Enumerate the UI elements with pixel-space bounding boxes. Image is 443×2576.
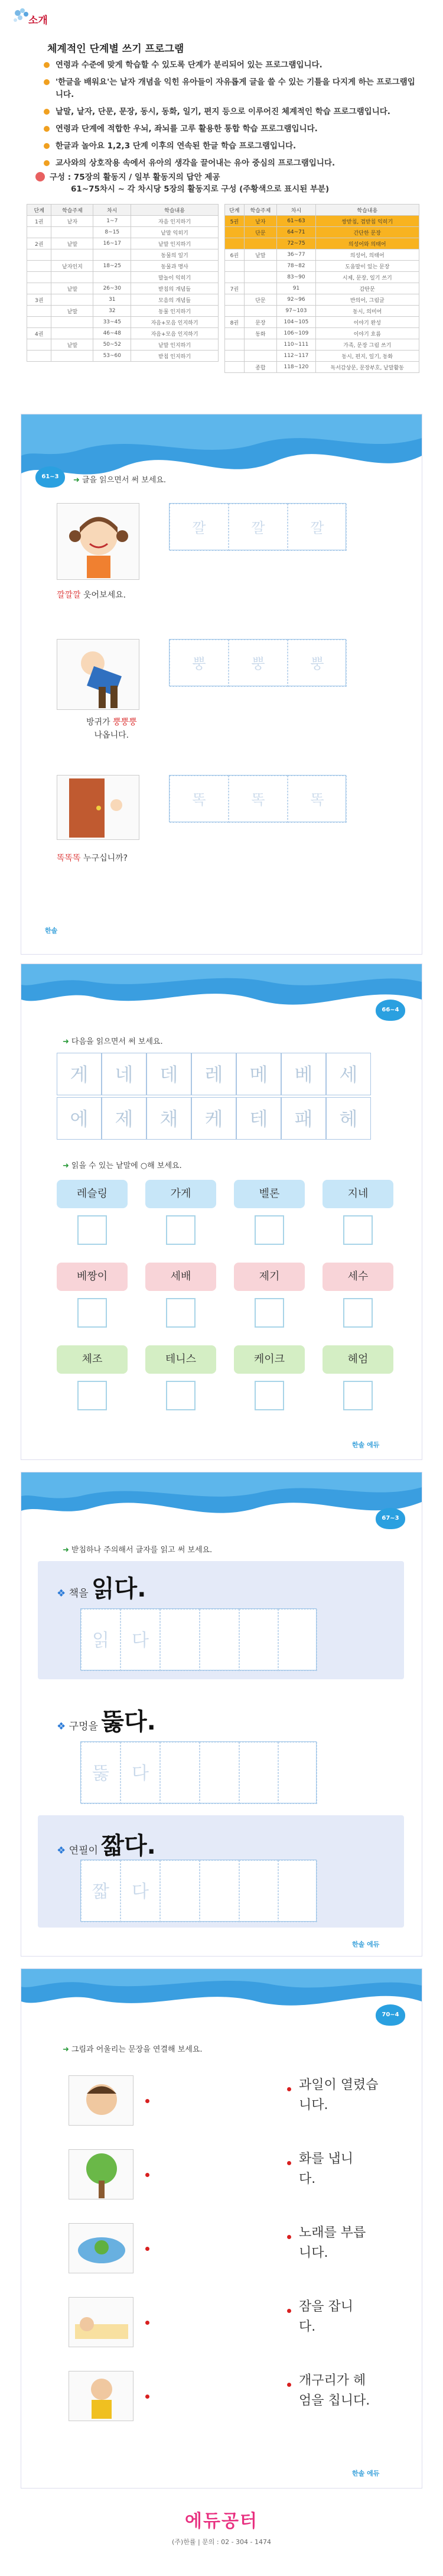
table-cell: 16~17 bbox=[93, 238, 131, 249]
page-badge: 67~3 bbox=[376, 1508, 405, 1529]
table-cell: 낱말 인지하기 bbox=[131, 238, 219, 249]
answer-sentence: 화를 냅니다. bbox=[299, 2152, 354, 2186]
table-row bbox=[27, 227, 219, 238]
word-option[interactable]: 벨론 bbox=[234, 1180, 305, 1208]
table-cell: 낱말 bbox=[51, 283, 93, 294]
table-cell: 자음 인지하기 bbox=[131, 216, 219, 227]
table-cell: 낱자 bbox=[244, 216, 277, 227]
answer-box[interactable] bbox=[166, 1298, 196, 1328]
syllable-cell[interactable]: 케 bbox=[191, 1097, 236, 1140]
table-cell bbox=[93, 272, 131, 283]
table-cell: 46~48 bbox=[93, 328, 131, 339]
table-cell bbox=[225, 351, 245, 362]
table-cell: 4권 bbox=[27, 328, 51, 339]
table-cell: 받침의 개념들 bbox=[131, 283, 219, 294]
word-option[interactable]: 레슬링 bbox=[57, 1180, 128, 1208]
table-cell: 낱말 bbox=[51, 238, 93, 249]
table-cell bbox=[225, 294, 245, 306]
table-cell: 91 bbox=[277, 283, 315, 294]
table-cell: 32 bbox=[93, 306, 131, 317]
table-row bbox=[27, 328, 219, 339]
table-header-cell: 학습주제 bbox=[51, 205, 93, 216]
sentence-3: ❖ 연필이 짧다. bbox=[57, 1832, 156, 1860]
table-row bbox=[27, 317, 219, 328]
worksheet-page-3 bbox=[21, 1472, 422, 1957]
girl-laughing-illustration bbox=[57, 503, 139, 580]
table-row bbox=[225, 294, 419, 306]
syllable-cell[interactable]: 레 bbox=[191, 1053, 236, 1095]
table-cell: 반의어, 그림글 bbox=[315, 294, 419, 306]
table-cell bbox=[244, 238, 277, 249]
table-cell bbox=[225, 261, 245, 272]
table-cell: 동시, 편지, 일기, 동화 bbox=[315, 351, 419, 362]
table-cell: 7권 bbox=[225, 283, 245, 294]
word-option[interactable]: 베짱이 bbox=[57, 1263, 128, 1291]
table-cell: 72~75 bbox=[277, 238, 315, 249]
footer-logo: 한솔 bbox=[45, 927, 58, 935]
table-cell bbox=[51, 227, 93, 238]
table-cell bbox=[51, 351, 93, 362]
table-cell bbox=[51, 328, 93, 339]
table-row bbox=[225, 328, 419, 339]
writing-grid-1[interactable]: 깔 깔 깔 bbox=[169, 503, 346, 550]
arrow-icon: ➜ bbox=[63, 1037, 69, 1046]
table-cell: 의성어, 의태어 bbox=[315, 249, 419, 261]
table-cell bbox=[27, 283, 51, 294]
table-row bbox=[27, 306, 219, 317]
syllable-cell[interactable]: 데 bbox=[146, 1053, 191, 1095]
table-header-cell: 단계 bbox=[27, 205, 51, 216]
syllable-cell[interactable]: 네 bbox=[102, 1053, 146, 1095]
intro-bullet: 한글과 놀아요 1,2,3 단계 이후의 연속된 한글 학습 프로그램입니다. bbox=[43, 140, 421, 153]
table-row bbox=[225, 238, 419, 249]
syllable-cell[interactable]: 메 bbox=[236, 1053, 281, 1095]
table-header-cell: 차시 bbox=[277, 205, 315, 216]
arrow-icon: ➜ bbox=[63, 1546, 69, 1555]
table-cell: 낱자 bbox=[51, 216, 93, 227]
writing-grid-3[interactable]: 똑 똑 똑 bbox=[169, 775, 346, 822]
compose-line-1: 구성 : 75장의 활동지 / 일부 활동지의 답안 제공 bbox=[50, 173, 220, 182]
table-cell: 도움말이 있는 문장 bbox=[315, 261, 419, 272]
table-cell: 의성어와 의태어 bbox=[315, 238, 419, 249]
table-cell: 5권 bbox=[225, 216, 245, 227]
table-row bbox=[27, 294, 219, 306]
table-row bbox=[225, 362, 419, 373]
answer-sentence: 개구리가 헤엄을 칩니다. bbox=[299, 2373, 370, 2408]
table-cell bbox=[93, 249, 131, 261]
table-cell: 낱말 인지하기 bbox=[131, 339, 219, 351]
match-dot[interactable] bbox=[145, 2321, 149, 2325]
table-row bbox=[27, 238, 219, 249]
answer-box[interactable] bbox=[255, 1298, 284, 1328]
table-cell bbox=[27, 272, 51, 283]
page-badge: 61~3 bbox=[35, 466, 65, 488]
table-cell: 낱말 익히기 bbox=[131, 227, 219, 238]
table-cell bbox=[225, 238, 245, 249]
table-cell bbox=[225, 227, 245, 238]
answer-box[interactable] bbox=[255, 1381, 284, 1410]
match-dot[interactable] bbox=[287, 2235, 291, 2239]
table-cell: 동물 인지하기 bbox=[131, 306, 219, 317]
table-cell: 8권 bbox=[225, 317, 245, 328]
curriculum-table-right bbox=[224, 204, 419, 373]
table-cell: 낱말 bbox=[51, 306, 93, 317]
match-dot[interactable] bbox=[287, 2383, 291, 2387]
table-cell bbox=[225, 306, 245, 317]
table-row bbox=[225, 227, 419, 238]
table-cell: 36~77 bbox=[277, 249, 315, 261]
table-cell: 시제, 문장, 일기 쓰기 bbox=[315, 272, 419, 283]
fruit-tree-illustration bbox=[69, 2149, 133, 2199]
writing-grid-2[interactable]: 뿡 뿡 뿡 bbox=[169, 639, 346, 686]
footer-logo: 한솔 에듀 bbox=[352, 1941, 380, 1948]
table-cell: 단문 bbox=[244, 294, 277, 306]
brand-contact: (주)한률 | 문의 : 02 - 304 - 1474 bbox=[171, 2538, 272, 2546]
table-cell: 118~120 bbox=[277, 362, 315, 373]
wave-header bbox=[21, 964, 422, 1029]
table-cell: 3권 bbox=[27, 294, 51, 306]
syllable-cell[interactable]: 베 bbox=[281, 1053, 326, 1095]
frog-swimming-illustration bbox=[69, 2223, 133, 2273]
table-header-row bbox=[27, 205, 219, 216]
word-option[interactable]: 지네 bbox=[323, 1180, 393, 1208]
table-row bbox=[225, 216, 419, 227]
table-cell: 낱말 bbox=[244, 249, 277, 261]
syllable-cell[interactable]: 세 bbox=[326, 1053, 371, 1095]
table-cell: 110~111 bbox=[277, 339, 315, 351]
info-icon bbox=[35, 172, 45, 181]
syllable-cell[interactable]: 테 bbox=[236, 1097, 281, 1140]
match-dot[interactable] bbox=[287, 2309, 291, 2313]
table-row bbox=[225, 249, 419, 261]
intro-bullet: 낱말, 낱자, 단문, 문장, 동시, 동화, 일기, 편지 등으로 이루어진 체계적인 학습 프로그램입니다. bbox=[43, 106, 421, 118]
word-option[interactable]: 가게 bbox=[145, 1180, 216, 1208]
table-cell bbox=[225, 362, 245, 373]
table-cell: 64~71 bbox=[277, 227, 315, 238]
wave-header bbox=[21, 1969, 422, 2034]
answer-box[interactable] bbox=[343, 1298, 373, 1328]
instruction-2: ➜ 읽을 수 있는 낱말에 ○해 보세요. bbox=[63, 1162, 182, 1170]
prompt-2: 방귀가 뿡뿡뿡 나옵니다. bbox=[86, 718, 137, 740]
answer-box[interactable] bbox=[166, 1381, 196, 1410]
arrow-icon: ➜ bbox=[63, 1162, 69, 1170]
table-cell: 33~45 bbox=[93, 317, 131, 328]
table-cell: 낱말 bbox=[51, 339, 93, 351]
table-cell: 18~25 bbox=[93, 261, 131, 272]
instruction: ➜ 그림과 어울리는 문장을 연결해 보세요. bbox=[63, 2045, 203, 2054]
table-cell bbox=[244, 283, 277, 294]
match-dot[interactable] bbox=[145, 2395, 149, 2399]
table-cell: 104~105 bbox=[277, 317, 315, 328]
match-dot[interactable] bbox=[287, 2161, 291, 2165]
sentence-1: ❖ 책을 읽다. bbox=[57, 1575, 146, 1602]
table-cell: 31 bbox=[93, 294, 131, 306]
table-cell: 1권 bbox=[27, 216, 51, 227]
table-cell bbox=[51, 272, 93, 283]
table-cell bbox=[27, 306, 51, 317]
table-row bbox=[27, 261, 219, 272]
table-cell: 독서감상문, 문장부호, 낱말활동 bbox=[315, 362, 419, 373]
sentence-2: ❖ 구멍을 뚫다. bbox=[57, 1708, 156, 1735]
door-knock-illustration bbox=[57, 775, 139, 840]
wave-header bbox=[21, 1472, 422, 1537]
intro-bullet: 연령과 수준에 맞게 학습할 수 있도록 단계가 분리되어 있는 프로그램입니다. bbox=[43, 59, 421, 72]
table-cell bbox=[244, 272, 277, 283]
syllable-cell[interactable]: 패 bbox=[281, 1097, 326, 1140]
answer-sentence: 노래를 부릅니다. bbox=[299, 2225, 366, 2260]
table-cell: 문장 bbox=[244, 317, 277, 328]
table-cell: 모음의 개념들 bbox=[131, 294, 219, 306]
table-row bbox=[27, 249, 219, 261]
word-option[interactable]: 테니스 bbox=[145, 1345, 216, 1374]
composition-note bbox=[35, 171, 425, 195]
table-cell: 감탄문 bbox=[315, 283, 419, 294]
table-cell: 2권 bbox=[27, 238, 51, 249]
word-option[interactable]: 헤엄 bbox=[323, 1345, 393, 1374]
table-cell: 단문 bbox=[244, 227, 277, 238]
table-row bbox=[225, 272, 419, 283]
table-header-cell: 학습내용 bbox=[131, 205, 219, 216]
table-row bbox=[225, 339, 419, 351]
table-row bbox=[225, 261, 419, 272]
table-cell bbox=[244, 306, 277, 317]
table-cell: 6권 bbox=[225, 249, 245, 261]
intro-title: 소개 bbox=[28, 15, 48, 27]
table-cell bbox=[27, 317, 51, 328]
answer-box[interactable] bbox=[77, 1298, 107, 1328]
table-header-cell: 학습내용 bbox=[315, 205, 419, 216]
table-cell: 쌍받침, 겹받침 익히기 bbox=[315, 216, 419, 227]
match-dot[interactable] bbox=[145, 2247, 149, 2251]
instruction-1: ➜ 다음을 읽으면서 써 보세요. bbox=[63, 1037, 163, 1046]
table-header-cell: 단계 bbox=[225, 205, 245, 216]
table-cell bbox=[27, 351, 51, 362]
answer-box[interactable] bbox=[343, 1215, 373, 1245]
table-cell: 106~109 bbox=[277, 328, 315, 339]
table-cell: 8~15 bbox=[93, 227, 131, 238]
table-cell: 이야기 완성 bbox=[315, 317, 419, 328]
table-cell: 50~52 bbox=[93, 339, 131, 351]
instruction: ➜ 글을 읽으면서 써 보세요. bbox=[73, 476, 167, 485]
page-badge: 66~4 bbox=[376, 1000, 405, 1021]
intro-bullet: 연령과 단계에 적합한 우뇌, 좌뇌를 고루 활용한 통합 학습 프로그램입니다. bbox=[43, 123, 421, 135]
table-cell: 26~30 bbox=[93, 283, 131, 294]
table-cell bbox=[27, 339, 51, 351]
syllable-row-2 bbox=[57, 1097, 371, 1140]
footer-logo: 한솔 에듀 bbox=[352, 2470, 380, 2477]
table-cell: 종합 bbox=[244, 362, 277, 373]
arrow-icon: ➜ bbox=[73, 476, 80, 485]
table-cell: 83~90 bbox=[277, 272, 315, 283]
word-option[interactable]: 세배 bbox=[145, 1263, 216, 1291]
table-cell bbox=[27, 261, 51, 272]
worksheet-page-1 bbox=[21, 414, 422, 955]
sleeping-child-illustration bbox=[69, 2297, 133, 2347]
table-header-cell: 학습주제 bbox=[244, 205, 277, 216]
writing-grid-1[interactable]: 읽 다 bbox=[80, 1608, 317, 1670]
table-cell bbox=[225, 272, 245, 283]
instruction: ➜ 받침하나 주의해서 글자를 읽고 써 보세요. bbox=[63, 1546, 213, 1555]
answer-box[interactable] bbox=[255, 1215, 284, 1245]
table-cell bbox=[244, 339, 277, 351]
prompt-3: 똑똑똑 누구십니까? bbox=[57, 854, 128, 863]
table-cell: 동물의 일기 bbox=[131, 249, 219, 261]
syllable-cell[interactable]: 제 bbox=[102, 1097, 146, 1140]
table-cell bbox=[27, 227, 51, 238]
syllable-cell[interactable]: 에 bbox=[57, 1097, 102, 1140]
syllable-cell[interactable]: 헤 bbox=[326, 1097, 371, 1140]
table-row bbox=[27, 351, 219, 362]
answer-sentence: 잠을 잡니다. bbox=[299, 2299, 354, 2334]
table-cell: 간단한 문장 bbox=[315, 227, 419, 238]
table-cell bbox=[51, 317, 93, 328]
answer-box[interactable] bbox=[343, 1381, 373, 1410]
answer-sentence: 과일이 열렸습니다. bbox=[299, 2078, 379, 2113]
match-dot[interactable] bbox=[145, 2099, 149, 2103]
table-cell: 낱자인지 bbox=[51, 261, 93, 272]
table-header-cell: 차시 bbox=[93, 205, 131, 216]
table-cell: 동물과 명사 bbox=[131, 261, 219, 272]
brand-logo: 에듀공터 bbox=[185, 2511, 258, 2532]
writing-grid-2[interactable]: 뚫 다 bbox=[80, 1741, 317, 1803]
compose-line-2: 61~75차시 ~ 각 차시당 5장의 활동지로 구성 (주황색으로 표시된 부분) bbox=[71, 184, 330, 194]
answer-box[interactable] bbox=[166, 1215, 196, 1245]
table-row bbox=[225, 351, 419, 362]
page-badge: 70~4 bbox=[376, 2004, 405, 2026]
table-cell bbox=[244, 351, 277, 362]
intro-bullet: 교사와의 상호작용 속에서 유아의 생각을 끌어내는 유아 중심의 프로그램입니다. bbox=[43, 157, 421, 170]
word-option[interactable]: 케이크 bbox=[234, 1345, 305, 1374]
syllable-cell[interactable]: 채 bbox=[146, 1097, 191, 1140]
table-cell bbox=[244, 261, 277, 272]
intro-bullet: '한글을 배워요'는 낱자 개념을 익힌 유아들이 자유롭게 글을 쓸 수 있는 기틀을 다지게 하는 프로그램입니다. bbox=[43, 76, 421, 101]
table-cell: 78~82 bbox=[277, 261, 315, 272]
writing-grid-3[interactable]: 짧 다 bbox=[80, 1860, 317, 1922]
worksheet-page-4 bbox=[21, 1968, 422, 2489]
table-row bbox=[27, 283, 219, 294]
table-cell: 자음+모음 인지하기 bbox=[131, 328, 219, 339]
prompt-1: 깔깔깔 웃어보세요. bbox=[57, 591, 126, 600]
word-option[interactable]: 제기 bbox=[234, 1263, 305, 1291]
table-row bbox=[27, 216, 219, 227]
intro-bullet-list bbox=[43, 59, 421, 174]
angry-man-illustration bbox=[69, 2075, 133, 2126]
table-cell bbox=[51, 294, 93, 306]
table-cell bbox=[51, 249, 93, 261]
match-dot[interactable] bbox=[145, 2173, 149, 2177]
singing-girl-illustration bbox=[69, 2371, 133, 2421]
curriculum-table-left bbox=[27, 204, 219, 362]
syllable-cell[interactable]: 게 bbox=[57, 1053, 102, 1095]
syllable-row-1 bbox=[57, 1053, 371, 1095]
table-cell: 이야기 흐름 bbox=[315, 328, 419, 339]
table-cell: 동시, 의미어 bbox=[315, 306, 419, 317]
match-dot[interactable] bbox=[287, 2087, 291, 2091]
word-option[interactable]: 세수 bbox=[323, 1263, 393, 1291]
table-row bbox=[225, 317, 419, 328]
table-cell: 자음+모음 인지하기 bbox=[131, 317, 219, 328]
table-row bbox=[225, 306, 419, 317]
table-cell bbox=[27, 249, 51, 261]
table-cell: 받침 인지하기 bbox=[131, 351, 219, 362]
table-row bbox=[27, 339, 219, 351]
table-cell: 112~117 bbox=[277, 351, 315, 362]
answer-box[interactable] bbox=[77, 1215, 107, 1245]
table-cell: 말놀이 익히기 bbox=[131, 272, 219, 283]
table-cell: 동화 bbox=[244, 328, 277, 339]
table-cell: 92~96 bbox=[277, 294, 315, 306]
table-cell: 61~63 bbox=[277, 216, 315, 227]
intro-subtitle: 체계적인 단계별 쓰기 프로그램 bbox=[47, 43, 184, 55]
table-header-row bbox=[225, 205, 419, 216]
table-cell bbox=[225, 339, 245, 351]
boy-bending-illustration bbox=[57, 639, 139, 710]
brand-footer bbox=[0, 2506, 443, 2546]
table-cell: 53~60 bbox=[93, 351, 131, 362]
table-cell: 97~103 bbox=[277, 306, 315, 317]
word-option[interactable]: 체조 bbox=[57, 1345, 128, 1374]
table-row bbox=[225, 283, 419, 294]
worksheet-page-2 bbox=[21, 963, 422, 1460]
table-cell bbox=[225, 328, 245, 339]
table-cell: 1~7 bbox=[93, 216, 131, 227]
arrow-icon: ➜ bbox=[63, 2045, 69, 2054]
footer-logo: 한솔 에듀 bbox=[352, 1441, 380, 1449]
answer-box[interactable] bbox=[77, 1381, 107, 1410]
table-cell: 가족, 문장 그림 쓰기 bbox=[315, 339, 419, 351]
table-row bbox=[27, 272, 219, 283]
